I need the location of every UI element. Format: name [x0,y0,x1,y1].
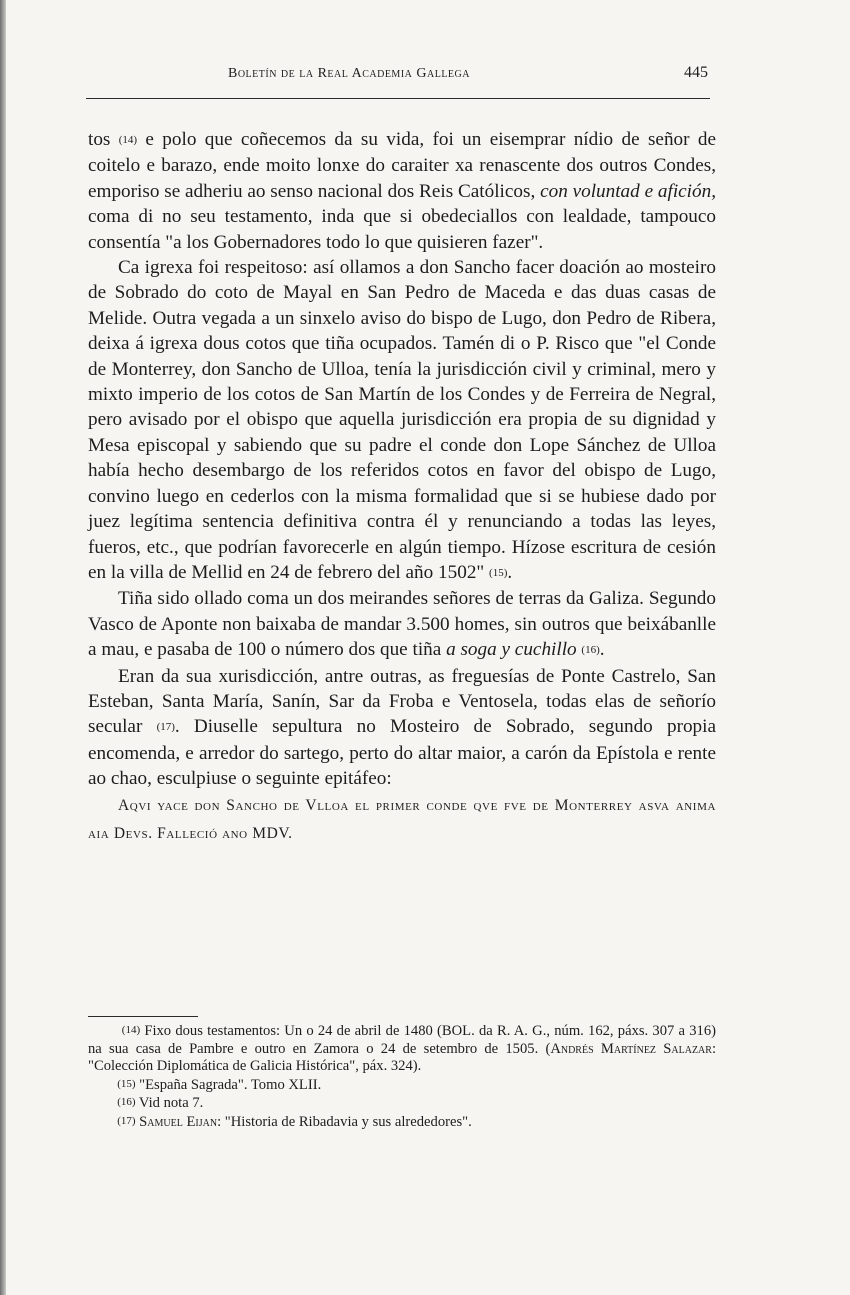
page-header [86,62,710,99]
p1-text-b: e polo que coñecemos da su vida, foi un eisemprar nídio de señor de coitelo e barazo, ende moito lonxe do caraiter xa renascente dos outros Condes, emporiso se adheriu ao senso nacional dos Reis Católicos, [88,129,716,202]
footnote-15-text: "España Sagrada". Tomo XLII. [135,1076,322,1093]
paragraph-4 [88,664,716,792]
running-head: Boletín de la Real Academia Gallega [228,66,470,81]
footnote-16-number: (16) [117,1096,136,1108]
page-number: 445 [684,64,708,81]
footnote-14-text-a: Fixo dous testamentos: Un o 24 de abril de 1480 (BOL. da R. A. G., núm. 162, páxs. 307 a 316) na sua casa de Pambre e outro en Zamora o 24 de setembro de 1505. ( [88,1023,716,1057]
p4-text-b: . Diuselle sepultura no Mosteiro de Sobrado, segundo propia encomenda, e arredor do sartego, perto do altar maior, a carón da Epístola e rente ao chao, esculpiuse o seguinte epitáfeo: [88,716,716,790]
p1-text-a: tos [88,129,119,150]
paragraph-1 [88,127,716,255]
p3-italic: a soga y cuchillo [446,639,577,661]
footnote-17-author: Samuel Eijan [139,1113,218,1130]
footnote-14-number: (14) [121,1024,141,1036]
epitaph: Aqvi yace don Sancho de Vlloa el primer conde qve fve de Monterrey asva anima aia Devs. Falleció ano MDV. [88,796,716,842]
paragraph-3 [88,586,716,663]
footnote-rule [88,1016,198,1017]
footnote-ref-17: (17) [156,721,175,734]
paragraph-2 [88,255,716,586]
footnote-14-author: Andrés Martínez Salazar [550,1040,712,1057]
footnote-14 [88,1022,716,1076]
p1-italic: con voluntad e afición, [540,180,716,202]
p3-text-a: Tiña sido ollado coma un dos meirandes señores de terras da Galiza. Segundo Vasco de Aponte non baixaba de mandar 3.500 homes, sin outros que beixábanlle a mau, e pasaba de 100 o número dos que tiña [88,588,716,661]
footnote-ref-15: (15) [489,566,508,579]
footnotes [88,1022,716,1131]
p3-end: . [599,639,605,661]
footnote-16-text: Vid nota 7. [135,1095,204,1111]
footnote-17-number: (17) [117,1114,136,1127]
footnote-16 [88,1094,716,1113]
footnote-ref-16: (16) [581,644,600,657]
footnote-17 [88,1113,716,1132]
p4-text-a: Eran da sua xurisdicción, antre outras, as freguesías de Ponte Castrelo, San Esteban, Santa María, Sanín, Sar da Froba e Ventosela, todas elas de señorío secular [88,665,716,738]
footnote-ref-14: (14) [118,134,138,146]
p1-text-c: coma di no seu testamento, inda que si obedeciallos con lealdade, tampouco consentía "a los Gobernadores todo lo que quisieren fazer". [88,206,716,253]
body-text [88,127,716,848]
footnote-15-number: (15) [117,1077,136,1090]
page-spine-edge [0,0,6,1295]
footnote-17-text: : "Historia de Ribadavia y sus alrededores". [217,1113,472,1130]
footnote-14-text-b: : "Colección Diplomática de Galicia Histórica", páx. 324). [88,1040,717,1074]
p2-text: Ca igrexa foi respeitoso: así ollamos a don Sancho facer doación ao mosteiro de Sobrado do coto de Mayal en San Pedro de Maceda e das duas casas de Melide. Outra vegada a un sinxelo aviso do bispo de Lugo, don Pedro de Ribera, deixa á igrexa dous cotos que tiña ocupados. Tamén di o P. Risco que "el Conde de Monterrey, don Sancho de Ulloa, tenía la jurisdicción civil y criminal, mero y mixto imperio de los cotos de San Martín de los Condes y de Ferreira de Negral, pero avisado por el obispo que aquella jurisdicción era propia de su dignidad y Mesa episcopal y sabiendo que su padre el conde don Lope Sánchez de Ulloa había hecho desembargo de los referidos cotos en favor del obispo de Lugo, convino luego en cederlos con la misma formalidad que si se hubiese dado por juez legítima sentencia definitiva contra él y renunciando a todas las leyes, fueros, etc., que podrían favorecerle en algún tiempo. Hízose escritura de cesión en la villa de Mellid en 24 de febrero del año 1502" [88,257,716,583]
footnote-15 [88,1076,716,1095]
p2-end: . [507,561,513,583]
